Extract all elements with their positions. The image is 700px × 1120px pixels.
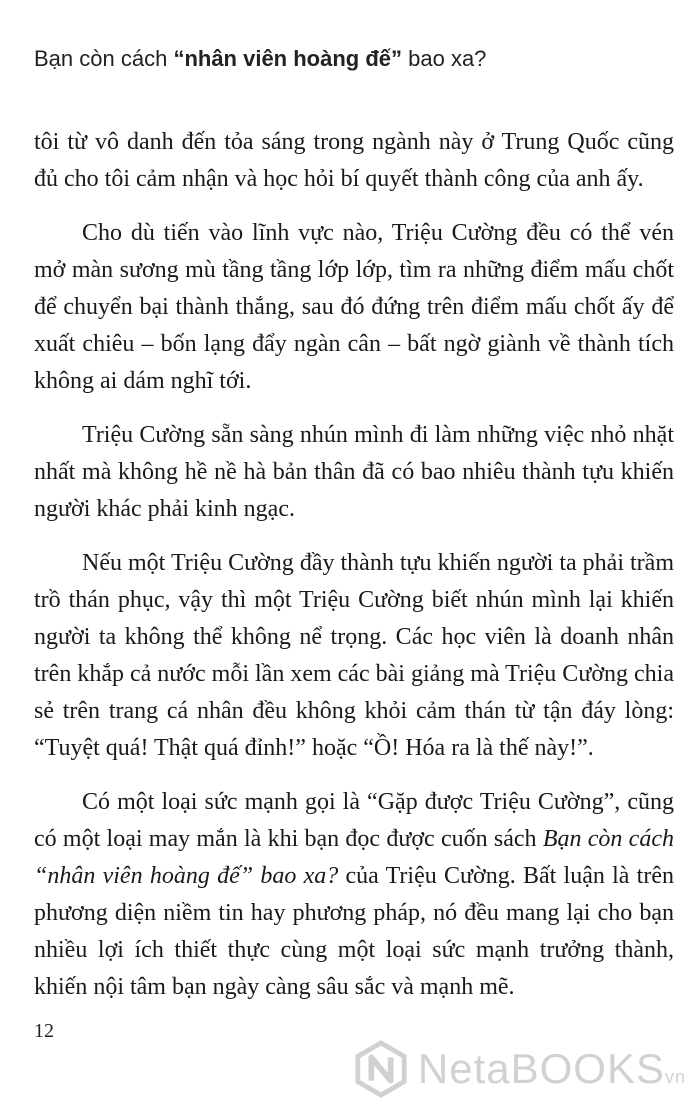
paragraph-5-end: của Triệu Cường. Bất luận là trên phương diện niềm tin hay phương pháp, nó đều mang lại cho bạn nhiều lợi ích thiết thực cùng một loại sức mạnh trưởng thành, khiến nội tâm bạn ngày càng sâu sắc và mạnh mẽ. — [34, 863, 674, 1000]
paragraph-5 — [34, 784, 674, 1006]
header-title-suffix: bao xa? — [402, 46, 487, 71]
body-text — [34, 124, 674, 1023]
watermark-text — [418, 1045, 686, 1093]
netabooks-logo-icon — [352, 1040, 410, 1098]
header-title-bold: “nhân viên hoàng đế” — [173, 46, 403, 71]
paragraph-5-start: Có một loại sức mạnh gọi là “Gặp được Triệu Cường”, cũng có một loại may mắn là khi bạn đọc được cuốn sách — [34, 789, 674, 852]
book-title-italic: Bạn còn cách “nhân viên hoàng đế” bao xa? — [34, 826, 674, 889]
paragraph-1: tôi từ vô danh đến tỏa sáng trong ngành này ở Trung Quốc cũng đủ cho tôi cảm nhận và học hỏi bí quyết thành công của anh ấy. — [34, 129, 674, 192]
watermark-brand: NetaBOOKS — [417, 1045, 665, 1092]
watermark-domain: vn — [664, 1067, 686, 1087]
paragraph-4: Nếu một Triệu Cường đầy thành tựu khiến người ta phải trầm trồ thán phục, vậy thì một Triệu Cường biết nhún mình lại khiến người ta không thể không nể trọng. Các học viên là doanh nhân trên khắp cả nước mỗi lần xem các bài giảng mà Triệu Cường chia sẻ trên trang cá nhân đều không khỏi cảm thán từ tận đáy lòng: “Tuyệt quá! Thật quá đỉnh!” hoặc “Ồ! Hóa ra là thế này!”. — [34, 550, 674, 761]
header-title-prefix: Bạn còn cách — [34, 46, 174, 71]
paragraph-3: Triệu Cường sẵn sàng nhún mình đi làm những việc nhỏ nhặt nhất mà không hề nề hà bản thân đã có bao nhiêu thành tựu khiến người khác phải kinh ngạc. — [34, 422, 674, 522]
watermark — [352, 1040, 686, 1098]
running-header — [34, 46, 486, 72]
page-number: 12 — [34, 1020, 54, 1042]
paragraph-2: Cho dù tiến vào lĩnh vực nào, Triệu Cường đều có thể vén mở màn sương mù tầng tầng lớp lớp, tìm ra những điểm mấu chốt để chuyển bại thành thắng, sau đó đứng trên điểm mấu chốt ấy để xuất chiêu – bốn lạng đẩy ngàn cân – bất ngờ giành về thành tích không ai dám nghĩ tới. — [34, 220, 674, 394]
